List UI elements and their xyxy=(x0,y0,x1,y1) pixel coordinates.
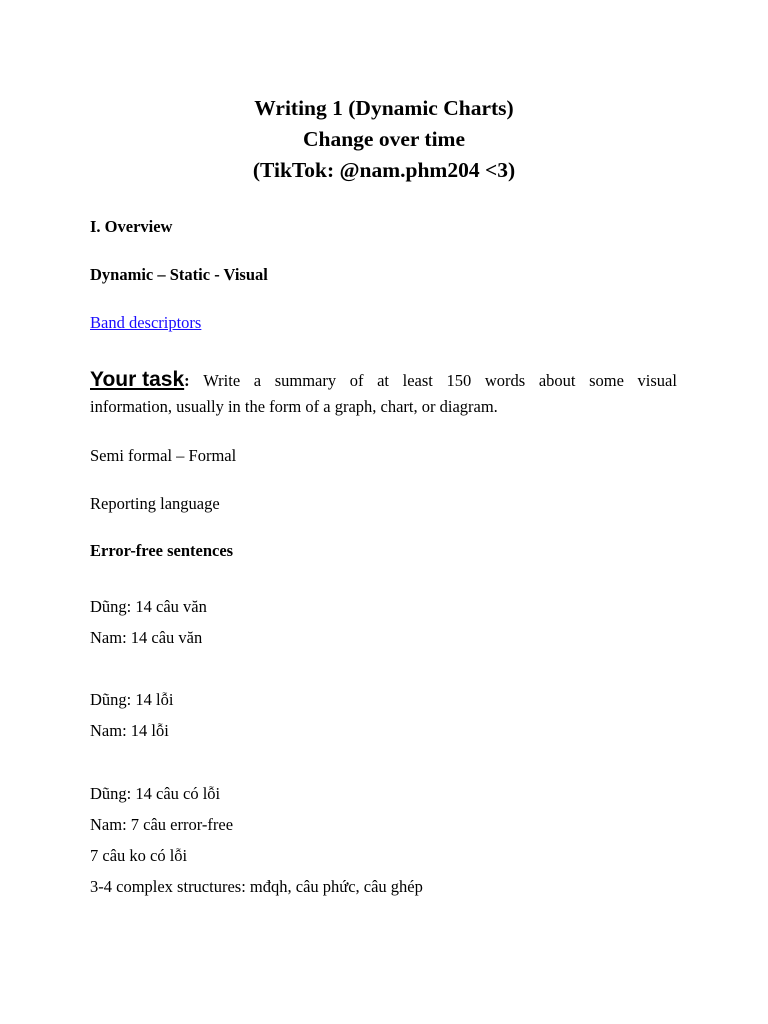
error-free-heading: Error-free sentences xyxy=(90,541,234,560)
task-word: some xyxy=(589,371,624,390)
title-line-3: (TikTok: @nam.phm204 <3) xyxy=(252,158,516,182)
your-task-label: Your task xyxy=(90,368,185,391)
complex-structures-line: 3-4 complex structures: mđqh, câu phức, câu ghép xyxy=(90,877,423,896)
nam-error-free-line: Nam: 7 câu error-free xyxy=(90,815,234,834)
task-word: of xyxy=(349,371,364,390)
task-word: least xyxy=(402,371,433,390)
task-first-line xyxy=(90,367,677,394)
task-word: visual xyxy=(637,371,677,390)
task-word: at xyxy=(377,371,390,390)
task-word: Write xyxy=(203,371,241,390)
nam-errors-line: Nam: 14 lỗi xyxy=(90,721,169,740)
task-word: summary xyxy=(274,371,337,390)
task-second-line: information, usually in the form of a graph, chart, or diagram. xyxy=(90,397,498,416)
dung-errors-line: Dũng: 14 lỗi xyxy=(90,690,174,709)
nam-sentences-line: Nam: 14 câu văn xyxy=(90,628,203,647)
task-word: 150 xyxy=(446,371,472,390)
task-colon: : xyxy=(184,371,190,390)
task-word: words xyxy=(484,371,526,390)
reporting-language-line: Reporting language xyxy=(90,494,220,513)
task-label-group xyxy=(90,367,190,394)
semi-formal-line: Semi formal – Formal xyxy=(90,446,237,465)
no-error-sentences-line: 7 câu ko có lỗi xyxy=(90,846,188,865)
dynamic-static-visual-heading: Dynamic – Static - Visual xyxy=(90,265,268,284)
task-word: about xyxy=(538,371,576,390)
task-word: a xyxy=(253,371,262,390)
band-descriptors-link[interactable]: Band descriptors xyxy=(90,313,202,332)
overview-heading: I. Overview xyxy=(90,217,173,236)
title-line-2: Change over time xyxy=(302,127,466,151)
dung-sentences-line: Dũng: 14 câu văn xyxy=(90,597,207,616)
title-line-1: Writing 1 (Dynamic Charts) xyxy=(254,96,514,120)
your-task-paragraph xyxy=(90,367,677,420)
document-title xyxy=(0,93,768,186)
dung-error-sentences-line: Dũng: 14 câu có lỗi xyxy=(90,784,221,803)
